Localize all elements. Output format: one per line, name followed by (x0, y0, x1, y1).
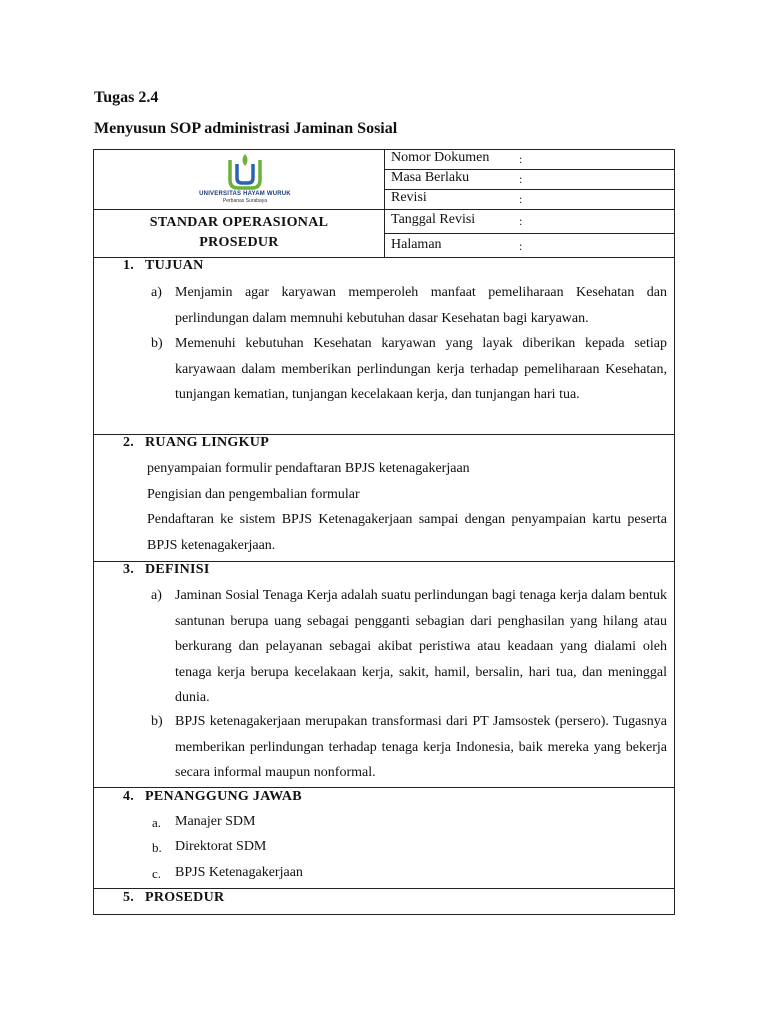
list-marker: a) (151, 588, 162, 603)
university-subname: Perbanas Surabaya (222, 198, 268, 204)
standard-title: STANDAR OPERASIONAL PROSEDUR (149, 215, 329, 250)
section-heading-penanggung-jawab: 4. PENANGGUNG JAWAB (123, 789, 302, 804)
task-title: Tugas 2.4 (94, 89, 159, 106)
meta-label-nomor-dokumen: Nomor Dokumen (391, 150, 490, 165)
meta-label-tanggal-revisi: Tanggal Revisi (391, 212, 476, 227)
list-marker: b) (151, 714, 163, 729)
meta-value-masa-berlaku: : (519, 172, 523, 186)
meta-label-halaman: Halaman (391, 237, 442, 252)
meta-value-nomor-dokumen: : (519, 152, 523, 166)
section-heading-ruang-lingkup: 2. RUANG LINGKUP (123, 435, 270, 450)
section-divider (93, 787, 675, 788)
list-marker: b) (151, 336, 163, 351)
list-marker: a) (151, 285, 162, 300)
meta-row-line (384, 209, 675, 210)
scope-line: penyampaian formulir pendaftaran BPJS ketenagakerjaan (147, 461, 470, 476)
header-divider-vertical (384, 149, 385, 257)
university-name: UNIVERSITAS HAYAM WURUK (199, 191, 291, 197)
meta-row-line (384, 189, 675, 190)
section-heading-definisi: 3. DEFINISI (123, 562, 210, 577)
list-item-text: Menjamin agar karyawan memperoleh manfaat pemeliharaan Kesehatan dan perlindungan dalam memnuhi kebutuhan dasar Kesehatan bagi karyawan. (175, 285, 667, 326)
responsible-item: Manajer SDM (175, 814, 256, 829)
section-heading-prosedur: 5. PROSEDUR (123, 890, 225, 905)
responsible-item: Direktorat SDM (175, 839, 267, 854)
meta-value-halaman: : (519, 239, 523, 253)
section-heading-tujuan: 1. TUJUAN (123, 258, 204, 273)
list-item-text: BPJS ketenagakerjaan merupakan transformasi dari PT Jamsostek (persero). Tugasnya memberikan perlindungan terhadap tenaga kerja Indonesia, baik mereka yang bekerja secara informal maupun nonformal. (175, 714, 667, 780)
list-marker: b. (152, 840, 162, 855)
meta-value-tanggal-revisi: : (519, 214, 523, 228)
list-marker: a. (152, 815, 162, 830)
responsible-item: BPJS Ketenagakerjaan (175, 865, 303, 880)
document-subtitle: Menyusun SOP administrasi Jaminan Sosial (94, 120, 398, 137)
scope-line: Pendaftaran ke sistem BPJS Ketenagakerjaan sampai dengan penyampaian kartu peserta BPJS ketenagakerjaan. (147, 512, 667, 553)
header-divider-horizontal (93, 209, 384, 210)
meta-label-masa-berlaku: Masa Berlaku (391, 170, 470, 185)
list-item-text: Memenuhi kebutuhan Kesehatan karyawan yang layak diberikan kepada setiap karyawaan dalam memberikan perlindungan kerja terhadap pemeliharaan Kesehatan, tunjangan kematian, tunjangan kecelakaan kerja, dan tunjangan hari tua. (175, 336, 667, 402)
meta-label-revisi: Revisi (391, 190, 427, 205)
meta-row-line (384, 233, 675, 234)
scope-line: Pengisian dan pengembalian formular (147, 487, 360, 502)
list-marker: c. (152, 866, 162, 881)
list-item-text: Jaminan Sosial Tenaga Kerja adalah suatu perlindungan bagi tenaga kerja dalam bentuk santunan berupa uang sebagai pengganti sebagian dari penghasilan yang hilang atau berkurang dan pelayanan sebagai akibat peristiwa atau keadaan yang dialami oleh tenaga kerja berupa kecelakaan kerja, sakit, hamil, bersalin, hari tua, dan meninggal dunia. (175, 588, 667, 705)
meta-value-revisi: : (519, 192, 523, 206)
section-divider (93, 888, 675, 889)
